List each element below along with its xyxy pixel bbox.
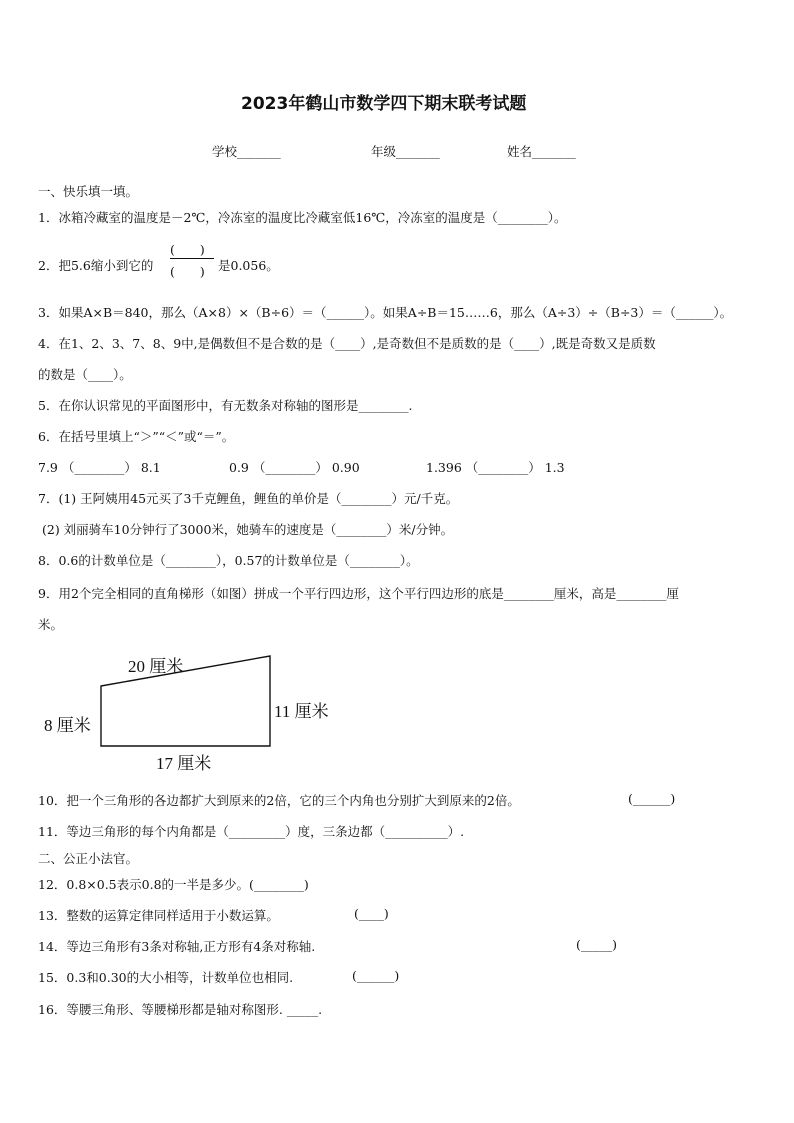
question-10: 10．把一个三角形的各边都扩大到原来的2倍，它的三个内角也分别扩大到原来的2倍。 bbox=[38, 793, 520, 808]
question-6-item-a: 7.9 （________） 8.1 bbox=[38, 460, 161, 475]
question-14-blank: (_____) bbox=[576, 937, 618, 952]
info-grade: 年级_______ bbox=[371, 144, 440, 159]
question-7-part-1: 7．(1) 王阿姨用45元买了3千克鲤鱼，鲤鱼的单价是（________）元/千克。 bbox=[38, 491, 459, 506]
question-7-part-2: (2) 刘丽骑车10分钟行了3000米，她骑车的速度是（________）米/分钟。 bbox=[42, 522, 454, 537]
question-2 bbox=[38, 256, 153, 274]
question-16: 16．等腰三角形、等腰梯形都是轴对称图形. _____. bbox=[38, 1002, 323, 1017]
question-2-fraction bbox=[170, 240, 216, 280]
fraction-denominator: ( ) bbox=[170, 264, 205, 279]
question-9-line-2: 米。 bbox=[38, 617, 64, 632]
section-heading-fill-in: 一、快乐填一填。 bbox=[38, 184, 139, 199]
question-2-prefix: 2．把5.6缩小到它的 bbox=[38, 258, 154, 273]
info-school: 学校_______ bbox=[212, 144, 281, 159]
info-name: 姓名_______ bbox=[507, 144, 576, 159]
question-9-line-1: 9．用2个完全相同的直角梯形（如图）拼成一个平行四边形，这个平行四边形的底是________厘米，高是________厘 bbox=[38, 586, 679, 601]
question-6: 6．在括号里填上“＞”“＜”或“＝”。 bbox=[38, 429, 235, 444]
section-heading-judge: 二、公正小法官。 bbox=[38, 851, 139, 866]
figure-label-top: 20 厘米 bbox=[128, 657, 184, 676]
question-2-suffix: 是0.056。 bbox=[218, 258, 279, 273]
question-15-blank: (______) bbox=[352, 968, 400, 983]
question-15: 15．0.3和0.30的大小相等，计数单位也相同. bbox=[38, 970, 294, 985]
question-4-line-1: 4．在1、2、3、7、8、9中,是偶数但不是合数的是（____）,是奇数但不是质数的是（____）,既是奇数又是质数 bbox=[38, 336, 656, 351]
question-4-line-2: 的数是（____）。 bbox=[38, 367, 132, 382]
question-1: 1．冰箱冷藏室的温度是－2℃，冷冻室的温度比冷藏室低16℃，冷冻室的温度是（________）。 bbox=[38, 210, 567, 225]
question-6-item-b: 0.9 （________） 0.90 bbox=[229, 460, 360, 475]
question-14: 14．等边三角形有3条对称轴,正方形有4条对称轴. bbox=[38, 939, 316, 954]
trapezoid-figure bbox=[38, 648, 348, 776]
question-13-blank: (____) bbox=[354, 906, 389, 921]
figure-label-left: 8 厘米 bbox=[44, 716, 91, 735]
question-3: 3．如果A×B＝840，那么（A×8）×（B÷6）＝（______）。如果A÷B＝15……6，那么（A÷3）÷（B÷3）＝（______）。 bbox=[38, 305, 733, 320]
question-12: 12．0.8×0.5表示0.8的一半是多少。(________) bbox=[38, 877, 309, 892]
fraction-numerator: ( ) bbox=[170, 242, 205, 257]
question-8: 8．0.6的计数单位是（________），0.57的计数单位是（________）。 bbox=[38, 553, 419, 568]
question-5: 5．在你认识常见的平面图形中，有无数条对称轴的图形是________. bbox=[38, 398, 413, 413]
figure-label-bottom: 17 厘米 bbox=[156, 754, 212, 773]
fraction-bar bbox=[170, 258, 214, 259]
question-10-blank: (______) bbox=[628, 791, 676, 806]
question-13: 13．整数的运算定律同样适用于小数运算。 bbox=[38, 908, 279, 923]
page-title: 2023年鹤山市数学四下期末联考试题 bbox=[241, 94, 527, 114]
question-11: 11．等边三角形的每个内角都是（_________）度，三条边都（__________）. bbox=[38, 824, 465, 839]
figure-label-right: 11 厘米 bbox=[274, 702, 329, 721]
question-6-item-c: 1.396 （________） 1.3 bbox=[426, 460, 565, 475]
